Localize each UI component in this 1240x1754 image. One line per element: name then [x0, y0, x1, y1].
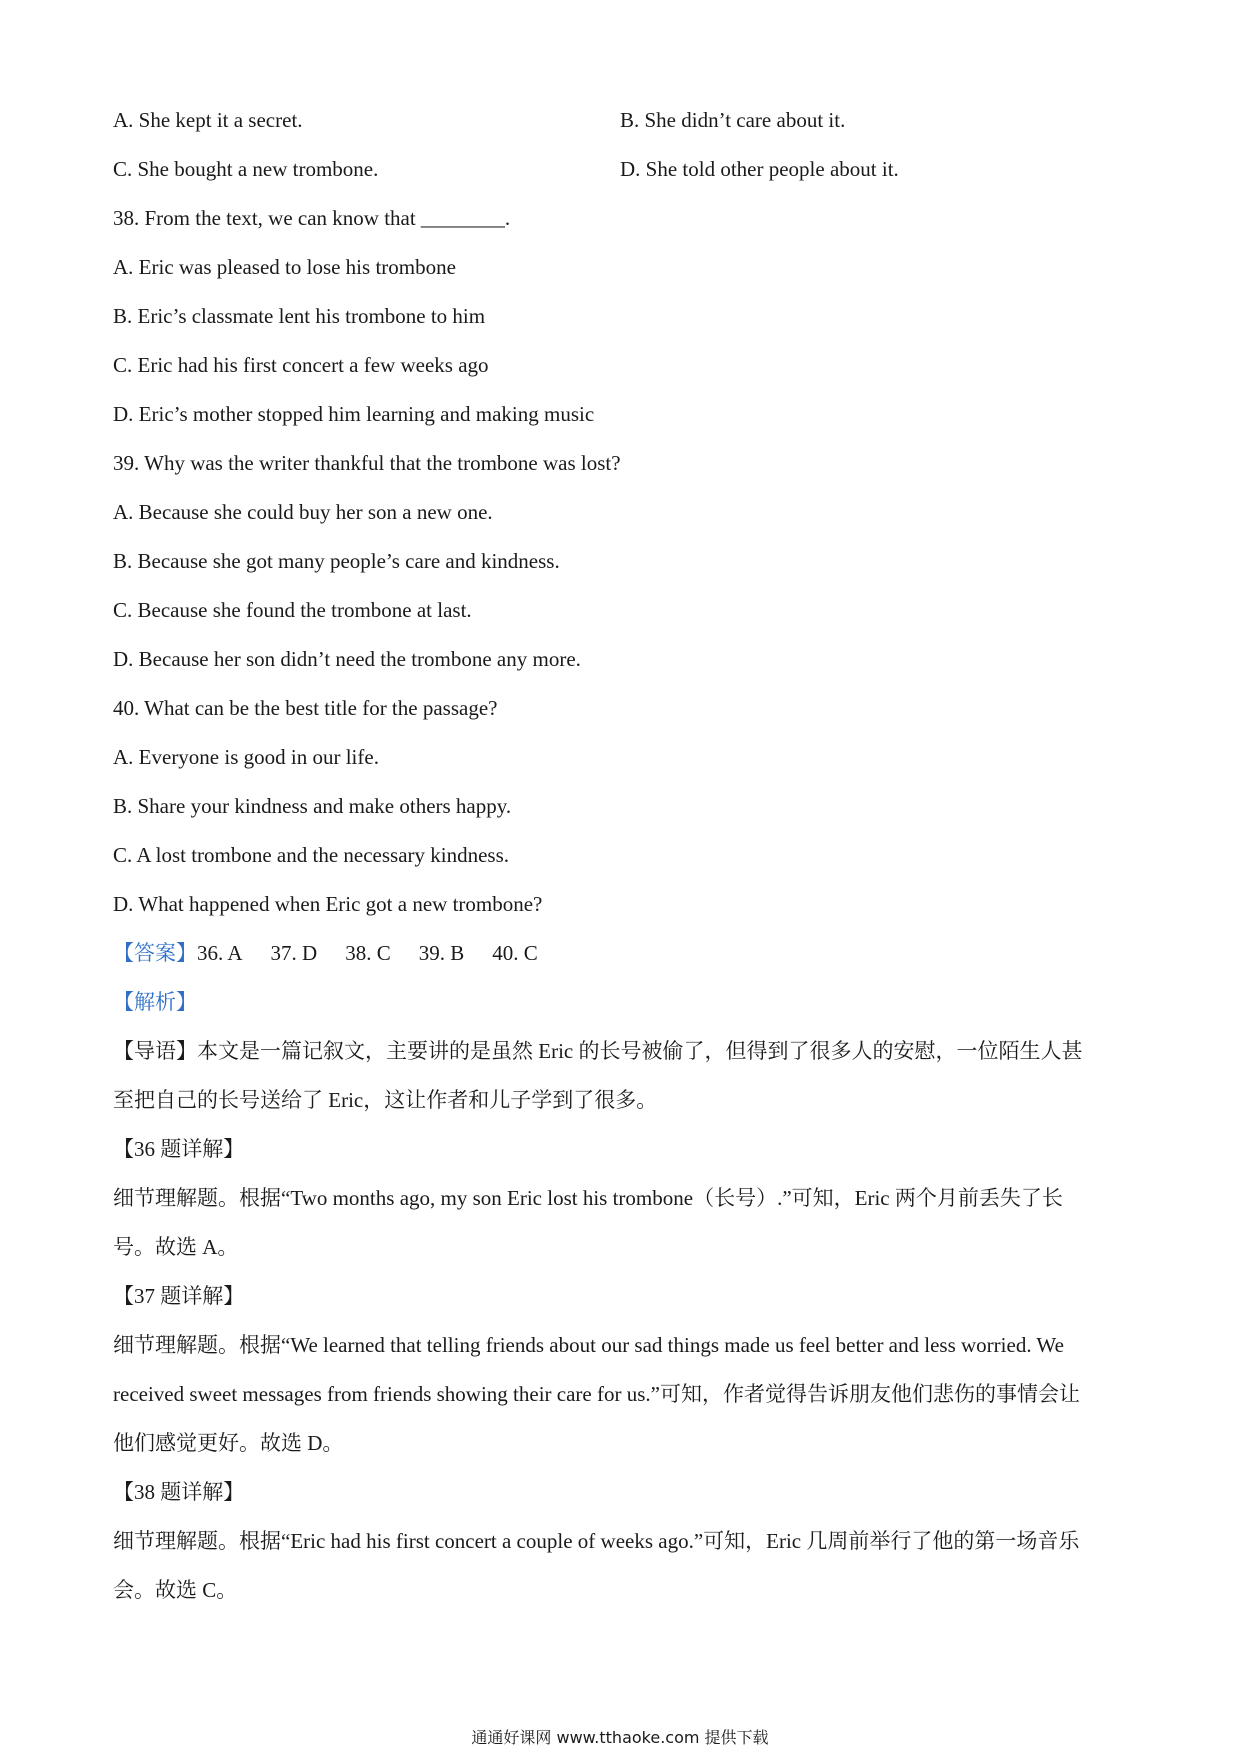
detail-36-line-1: 细节理解题。根据“Two months ago, my son Eric lost his trombone（长号）.”可知，Eric 两个月前丢失了长 [113, 1186, 1063, 1210]
detail-37-line-3: 他们感觉更好。故选 D。 [113, 1431, 344, 1455]
q37-option-d: D. She told other people about it. [620, 157, 899, 181]
page-footer: 通通好课网 www.tthaoke.com 提供下载 [471, 1728, 769, 1747]
q40-option-d: D. What happened when Eric got a new trombone? [113, 892, 543, 916]
q38-stem: 38. From the text, we can know that ________. [113, 206, 511, 230]
detail-38-title: 【38 题详解】 [113, 1480, 245, 1504]
answer-item: 36. A [197, 941, 243, 965]
q37-option-a: A. She kept it a secret. [113, 108, 303, 132]
q39-option-a: A. Because she could buy her son a new one. [113, 500, 493, 524]
q38-option-a: A. Eric was pleased to lose his trombone [113, 255, 456, 279]
answer-item: 40. C [492, 941, 538, 965]
detail-37-title: 【37 题详解】 [113, 1284, 245, 1308]
answer-item: 38. C [345, 941, 391, 965]
analysis-label: 【解析】 [113, 990, 197, 1014]
q38-option-d: D. Eric’s mother stopped him learning and making music [113, 402, 595, 426]
q40-option-c: C. A lost trombone and the necessary kindness. [113, 843, 510, 867]
detail-37-line-2: received sweet messages from friends showing their care for us.”可知，作者觉得告诉朋友他们悲伤的事情会让 [113, 1382, 1080, 1406]
detail-38-line-2: 会。故选 C。 [113, 1578, 238, 1602]
answer-item: 39. B [418, 941, 465, 965]
q40-stem: 40. What can be the best title for the passage? [113, 696, 498, 720]
intro-line-1: 【导语】本文是一篇记叙文，主要讲的是虽然 Eric 的长号被偷了，但得到了很多人的安慰，一位陌生人甚 [113, 1039, 1083, 1063]
q40-option-b: B. Share your kindness and make others happy. [113, 794, 512, 818]
intro-line-2: 至把自己的长号送给了 Eric，这让作者和儿子学到了很多。 [113, 1088, 658, 1112]
answer-item: 37. D [270, 941, 318, 965]
q39-option-b: B. Because she got many people’s care and kindness. [113, 549, 560, 573]
q37-option-b: B. She didn’t care about it. [620, 108, 846, 132]
q37-option-c: C. She bought a new trombone. [113, 157, 379, 181]
q39-stem: 39. Why was the writer thankful that the trombone was lost? [113, 451, 621, 475]
q38-option-b: B. Eric’s classmate lent his trombone to him [113, 304, 486, 328]
detail-36-title: 【36 题详解】 [113, 1137, 245, 1161]
q39-option-d: D. Because her son didn’t need the trombone any more. [113, 647, 581, 671]
answer-label: 【答案】 [113, 941, 197, 965]
detail-36-line-2: 号。故选 A。 [113, 1235, 239, 1259]
q40-option-a: A. Everyone is good in our life. [113, 745, 379, 769]
q38-option-c: C. Eric had his first concert a few weeks ago [113, 353, 489, 377]
answer-line [113, 939, 566, 967]
detail-38-line-1: 细节理解题。根据“Eric had his first concert a couple of weeks ago.”可知，Eric 几周前举行了他的第一场音乐 [113, 1529, 1080, 1553]
q39-option-c: C. Because she found the trombone at last. [113, 598, 472, 622]
detail-37-line-1: 细节理解题。根据“We learned that telling friends about our sad things made us feel better and less worried. We [113, 1333, 1064, 1357]
